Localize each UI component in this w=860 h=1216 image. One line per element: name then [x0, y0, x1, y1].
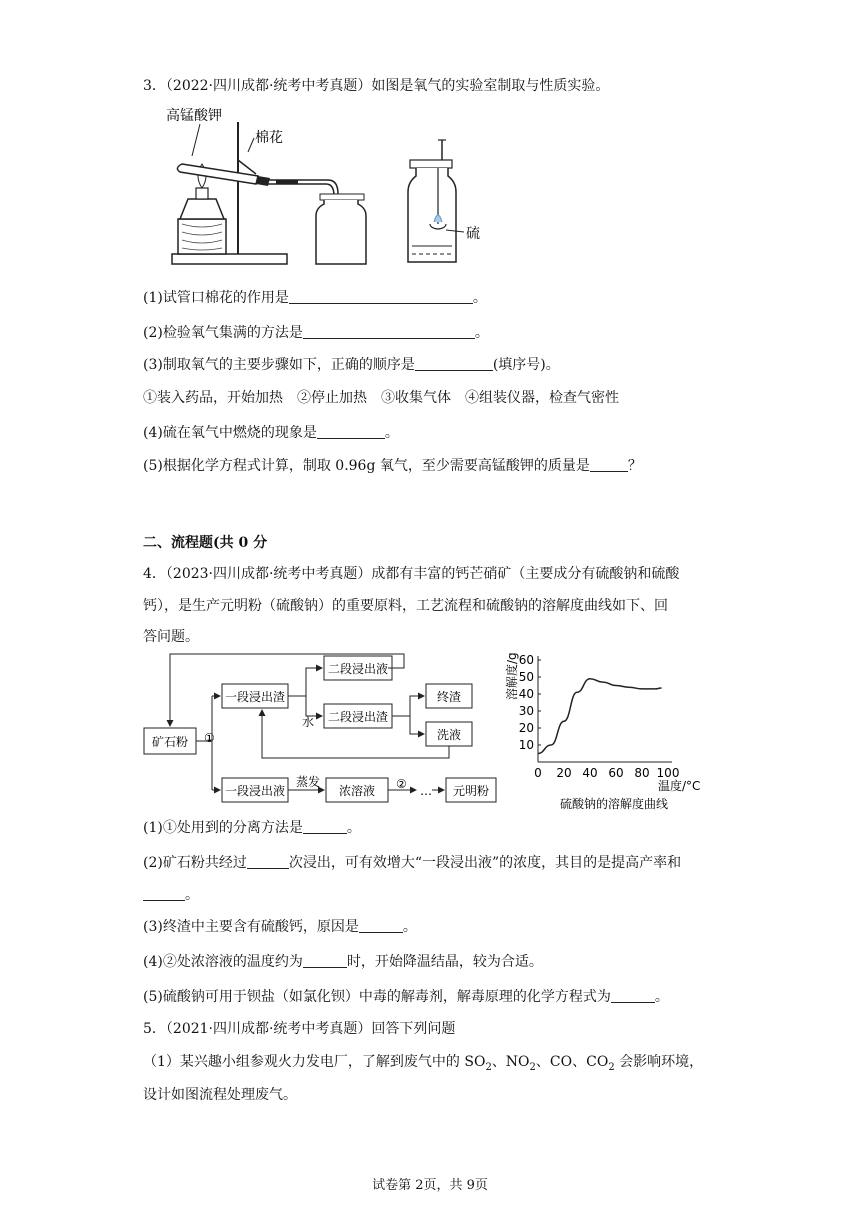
q3-part3: (3)制取氧气的主要步骤如下，正确的顺序是 (填序号)。 — [143, 357, 560, 373]
node-wash: 洗液 — [436, 728, 462, 742]
q4-part3: (3)终渣中主要含有硫酸钙，原因是 。 — [143, 919, 417, 935]
node-evaporate: 蒸发 — [296, 775, 321, 789]
y-tick-label: 30 — [518, 704, 534, 718]
answer-blank[interactable] — [303, 819, 347, 834]
node-final-residue: 终渣 — [436, 690, 462, 704]
node-liquid2: 二段浸出液 — [327, 662, 389, 676]
answer-blank[interactable] — [143, 886, 185, 901]
label-sulfur: 硫 — [466, 226, 480, 242]
x-tick-label: 60 — [608, 766, 624, 780]
answer-blank[interactable] — [590, 457, 628, 472]
node-step1: ① — [204, 731, 215, 745]
node-water: 水 — [302, 715, 315, 729]
solubility-curve-chart — [498, 648, 712, 812]
node-residue1: 一段浸出渣 — [224, 690, 286, 704]
solubility-series-line — [538, 679, 662, 754]
x-tick-label: 0 — [534, 766, 542, 780]
q4-part4: (4)②处浓溶液的温度约为 时，开始降温结晶，较为合适。 — [143, 954, 543, 970]
x-tick-label: 100 — [656, 766, 680, 780]
label-kmno4: 高锰酸钾 — [166, 108, 222, 124]
oxygen-apparatus-figure — [160, 104, 500, 270]
q5-line3: 设计如图流程处理废气。 — [143, 1087, 297, 1103]
q3-part2: (2)检验氧气集满的方法是 。 — [143, 325, 489, 341]
node-dots: … — [420, 784, 432, 798]
y-tick-label: 60 — [518, 653, 534, 667]
chart-caption: 硫酸钠的溶解度曲线 — [560, 797, 669, 811]
q3-header: 3．（2022·四川成都·统考中考真题）如图是氧气的实验室制取与性质实验。 — [143, 78, 610, 94]
q4-line2: 钙），是生产元明粉（硫酸钠）的重要原料，工艺流程和硫酸钠的溶解度曲线如下、回 — [143, 598, 668, 614]
q4-line1: 4．（2023·四川成都·统考中考真题）成都有丰富的钙芒硝矿（主要成分有硫酸钠和硫酸 — [143, 566, 680, 582]
q5-line1: 5．（2021·四川成都·统考中考真题）回答下列问题 — [143, 1021, 456, 1037]
x-tick-label: 20 — [556, 766, 572, 780]
answer-blank[interactable] — [247, 854, 289, 869]
process-flow-diagram — [140, 650, 506, 810]
node-residue2: 二段浸出渣 — [327, 710, 389, 724]
answer-blank[interactable] — [611, 988, 655, 1003]
y-tick-label: 50 — [518, 670, 534, 684]
node-product: 元明粉 — [452, 784, 490, 798]
answer-blank[interactable] — [415, 356, 493, 371]
q4-line3: 答问题。 — [143, 629, 199, 645]
y-tick-label: 40 — [518, 687, 534, 701]
node-ore: 矿石粉 — [151, 735, 189, 749]
q5-line2: （1）某兴趣小组参观火力发电厂，了解到废气中的 $SO_2$、$NO_2$、CO、$CO_2$ 会影响环境， — [143, 1054, 704, 1073]
node-step2: ② — [396, 777, 407, 791]
answer-blank[interactable] — [289, 289, 473, 304]
page-footer: 试卷第 2页，共 9页 — [372, 1178, 488, 1193]
x-tick-label: 80 — [634, 766, 650, 780]
q4-part2-cont: 。 — [143, 885, 199, 905]
answer-blank[interactable] — [317, 424, 385, 439]
q4-part5: (5)硫酸钠可用于钡盐（如氯化钡）中毒的解毒剂，解毒原理的化学方程式为 。 — [143, 989, 669, 1005]
q4-part2: (2)矿石粉共经过 次浸出，可有效增大“一段浸出液”的浓度，其目的是提高产率和 — [143, 855, 682, 871]
section-title: 二、流程题(共 0 分 — [143, 535, 268, 551]
q3-part1: (1)试管口棉花的作用是 。 — [143, 290, 487, 306]
y-tick-label: 10 — [518, 738, 534, 752]
x-tick-label: 40 — [582, 766, 598, 780]
answer-blank[interactable] — [359, 918, 403, 933]
node-concentrate: 浓溶液 — [338, 784, 376, 798]
node-liquid1: 一段浸出液 — [224, 784, 286, 798]
label-cotton: 棉花 — [255, 130, 283, 146]
x-axis-label: 温度/°C — [658, 779, 701, 793]
answer-blank[interactable] — [303, 324, 475, 339]
q4-part1: (1)①处用到的分离方法是 。 — [143, 820, 361, 836]
q3-part5: (5)根据化学方程式计算，制取 0.96g 氧气，至少需要高锰酸钾的质量是 ？ — [143, 458, 642, 474]
y-axis-label: 溶解度/g — [505, 652, 519, 700]
y-tick-label: 20 — [518, 721, 534, 735]
answer-blank[interactable] — [303, 953, 347, 968]
q3-part4: (4)硫在氧气中燃烧的现象是 。 — [143, 425, 399, 441]
q3-steps: ①装入药品，开始加热 ②停止加热 ③收集气体 ④组装仪器，检查气密性 — [143, 390, 619, 406]
